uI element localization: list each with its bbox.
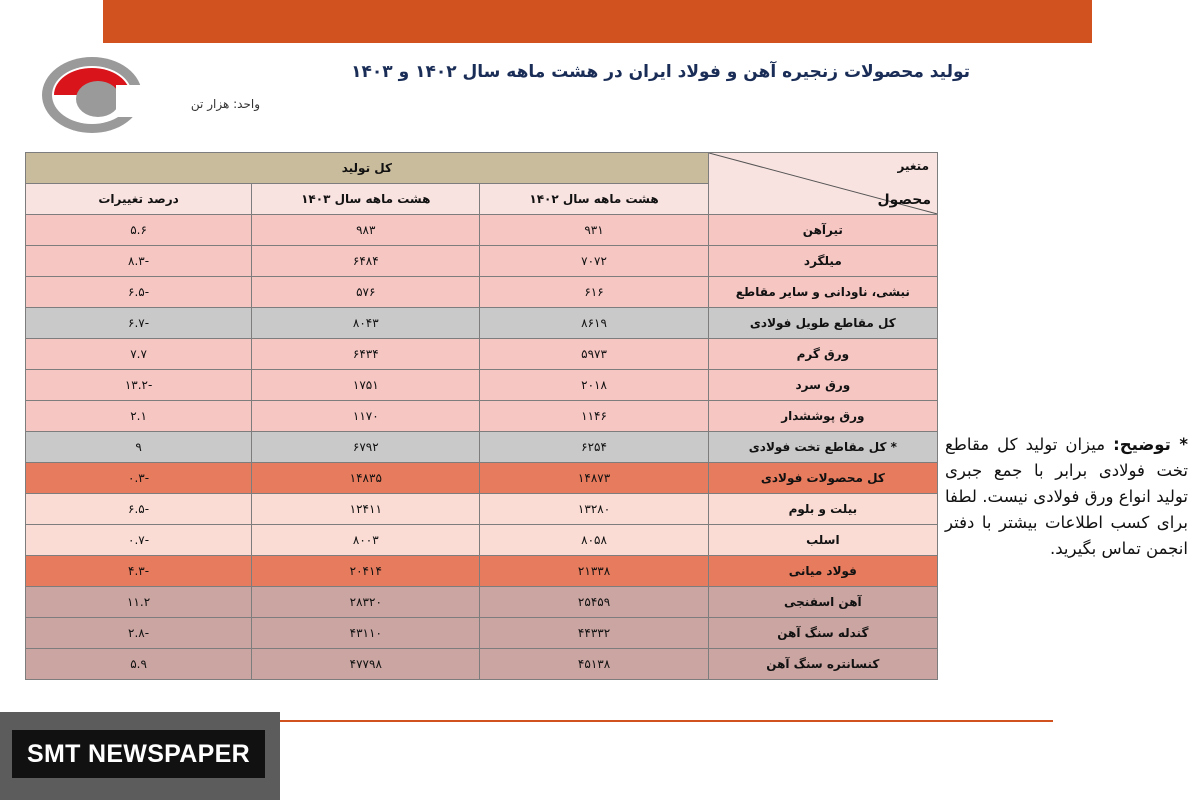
value-1402-cell: ۴۴۳۳۲: [480, 618, 708, 649]
product-cell: * کل مقاطع تخت فولادی: [708, 432, 937, 463]
product-cell: تیرآهن: [708, 215, 937, 246]
table-row: [26, 215, 938, 246]
product-cell: ورق گرم: [708, 339, 937, 370]
column-header-1402: هشت ماهه سال ۱۴۰۲: [480, 184, 708, 215]
corner-product-label: محصول: [877, 192, 931, 208]
value-1402-cell: ۸۰۵۸: [480, 525, 708, 556]
change-cell: ۵.۶: [26, 215, 252, 246]
change-cell: -۸.۳: [26, 246, 252, 277]
value-1402-cell: ۲۱۳۳۸: [480, 556, 708, 587]
change-cell: ۹: [26, 432, 252, 463]
change-cell: -۲.۸: [26, 618, 252, 649]
value-1403-cell: ۱۷۵۱: [252, 370, 480, 401]
value-1403-cell: ۱۲۴۱۱: [252, 494, 480, 525]
product-cell: فولاد میانی: [708, 556, 937, 587]
change-cell: -۰.۳: [26, 463, 252, 494]
table-row: [26, 370, 938, 401]
product-cell: کنسانتره سنگ آهن: [708, 649, 937, 680]
value-1403-cell: ۸۰۴۳: [252, 308, 480, 339]
corner-variable-label: متغیر: [897, 159, 929, 173]
column-header-1403: هشت ماهه سال ۱۴۰۳: [252, 184, 480, 215]
change-cell: -۴.۳: [26, 556, 252, 587]
production-table-container: [25, 152, 938, 680]
value-1403-cell: ۱۴۸۳۵: [252, 463, 480, 494]
change-cell: -۱۳.۲: [26, 370, 252, 401]
change-cell: -۶.۷: [26, 308, 252, 339]
column-header-change: درصد تغییرات: [26, 184, 252, 215]
top-accent-bar: [103, 0, 1092, 43]
value-1403-cell: ۴۷۷۹۸: [252, 649, 480, 680]
product-cell: بیلت و بلوم: [708, 494, 937, 525]
table-row: [26, 618, 938, 649]
group-header: کل تولید: [26, 153, 709, 184]
table-row: [26, 401, 938, 432]
value-1402-cell: ۴۵۱۳۸: [480, 649, 708, 680]
change-cell: ۲.۱: [26, 401, 252, 432]
footnote-body: میزان تولید کل مقاطع تخت فولادی برابر با جمع جبری تولید انواع ورق فولادی نیست. لطفا برای کسب اطلاعات بیشتر با دفتر انجمن تماس بگیرید.: [945, 435, 1188, 558]
change-cell: -۶.۵: [26, 277, 252, 308]
footnote: [945, 432, 1188, 562]
value-1402-cell: ۶۲۵۴: [480, 432, 708, 463]
value-1403-cell: ۶۴۳۴: [252, 339, 480, 370]
change-cell: ۵.۹: [26, 649, 252, 680]
value-1402-cell: ۱۴۸۷۳: [480, 463, 708, 494]
product-cell: کل محصولات فولادی: [708, 463, 937, 494]
value-1402-cell: ۷۰۷۲: [480, 246, 708, 277]
product-cell: آهن اسفنجی: [708, 587, 937, 618]
value-1402-cell: ۸۶۱۹: [480, 308, 708, 339]
value-1402-cell: ۲۵۴۵۹: [480, 587, 708, 618]
change-cell: -۶.۵: [26, 494, 252, 525]
unit-label: واحد: هزار تن: [190, 97, 260, 111]
production-table: [25, 152, 938, 680]
change-cell: -۰.۷: [26, 525, 252, 556]
value-1402-cell: ۱۳۲۸۰: [480, 494, 708, 525]
brand-logo: SMT NEWSPAPER: [12, 730, 265, 778]
corner-header: [708, 153, 937, 215]
table-row: [26, 494, 938, 525]
value-1403-cell: ۱۱۷۰: [252, 401, 480, 432]
product-cell: گندله سنگ آهن: [708, 618, 937, 649]
table-row: [26, 649, 938, 680]
table-row-total: [26, 308, 938, 339]
product-cell: ورق پوششدار: [708, 401, 937, 432]
change-cell: ۷.۷: [26, 339, 252, 370]
change-cell: ۱۱.۲: [26, 587, 252, 618]
footnote-heading: * توضیح:: [1113, 435, 1188, 454]
value-1402-cell: ۶۱۶: [480, 277, 708, 308]
value-1403-cell: ۸۰۰۳: [252, 525, 480, 556]
product-cell: کل مقاطع طویل فولادی: [708, 308, 937, 339]
product-cell: میلگرد: [708, 246, 937, 277]
table-row: [26, 277, 938, 308]
table-row-total: [26, 556, 938, 587]
value-1402-cell: ۹۳۱: [480, 215, 708, 246]
value-1403-cell: ۶۷۹۲: [252, 432, 480, 463]
value-1403-cell: ۹۸۳: [252, 215, 480, 246]
value-1402-cell: ۵۹۷۳: [480, 339, 708, 370]
product-cell: نبشی، ناودانی و سایر مقاطع: [708, 277, 937, 308]
table-row: [26, 339, 938, 370]
value-1402-cell: ۲۰۱۸: [480, 370, 708, 401]
value-1403-cell: ۲۸۳۲۰: [252, 587, 480, 618]
value-1403-cell: ۵۷۶: [252, 277, 480, 308]
association-logo-icon: [40, 55, 145, 135]
product-cell: ورق سرد: [708, 370, 937, 401]
value-1402-cell: ۱۱۴۶: [480, 401, 708, 432]
table-row: [26, 525, 938, 556]
table-row-total: [26, 432, 938, 463]
product-cell: اسلب: [708, 525, 937, 556]
value-1403-cell: ۴۳۱۱۰: [252, 618, 480, 649]
table-row-total: [26, 463, 938, 494]
table-row: [26, 587, 938, 618]
value-1403-cell: ۶۴۸۴: [252, 246, 480, 277]
table-row: [26, 246, 938, 277]
page-title: تولید محصولات زنجیره آهن و فولاد ایران در هشت ماهه سال ۱۴۰۲ و ۱۴۰۳: [351, 62, 970, 82]
value-1403-cell: ۲۰۴۱۴: [252, 556, 480, 587]
